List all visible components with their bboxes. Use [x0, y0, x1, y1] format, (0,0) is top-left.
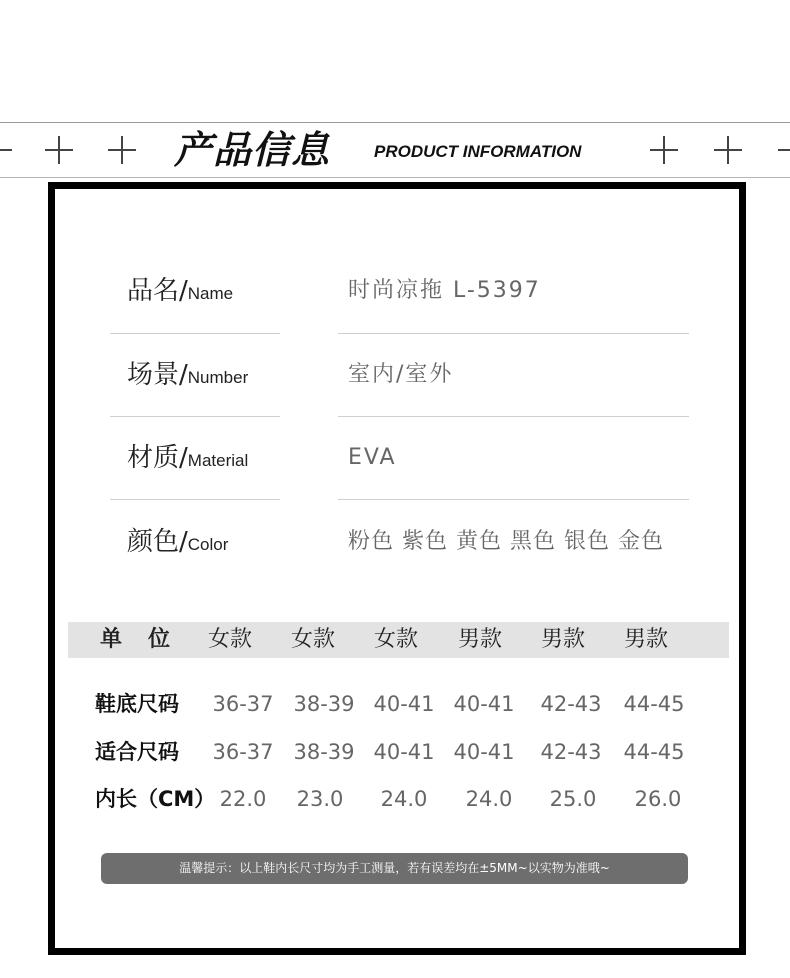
divider	[338, 499, 689, 500]
header-top-line	[0, 122, 790, 123]
info-label-cn: 材质	[127, 443, 180, 473]
divider	[110, 416, 280, 417]
plus-icon	[108, 136, 136, 164]
info-label-en: Number	[187, 368, 249, 387]
info-value: 室内/室外	[348, 362, 454, 387]
info-row-color	[55, 522, 739, 562]
info-label: 材质/Material	[127, 443, 249, 473]
info-value: EVA	[348, 445, 397, 470]
plus-icon	[714, 136, 742, 164]
header-bottom-line	[0, 177, 790, 178]
table-cell: 40-41	[453, 692, 515, 716]
table-row-label: 鞋底尺码	[95, 692, 179, 716]
dash-icon	[778, 149, 790, 151]
table-row-label: 适合尺码	[95, 740, 179, 764]
table-header-cell: 女款	[373, 627, 419, 652]
table-cell: 38-39	[293, 692, 355, 716]
table-cell: 42-43	[540, 692, 602, 716]
table-cell: 38-39	[293, 740, 355, 764]
table-cell: 26.0	[634, 787, 682, 811]
table-cell: 40-41	[453, 740, 515, 764]
info-row-name	[55, 271, 739, 311]
size-table-header	[68, 622, 729, 658]
info-value: 时尚凉拖 L-5397	[348, 278, 541, 303]
table-row	[55, 734, 739, 770]
info-label-en: Material	[187, 451, 249, 470]
table-header-cell: 单位	[100, 627, 197, 652]
table-row	[55, 781, 739, 817]
table-cell: 25.0	[549, 787, 597, 811]
table-cell: 40-41	[373, 692, 435, 716]
table-cell: 24.0	[380, 787, 428, 811]
info-frame	[48, 182, 746, 955]
divider	[110, 499, 280, 500]
info-label-cn: 颜色	[127, 527, 180, 557]
table-cell: 22.0	[219, 787, 267, 811]
table-header-cell: 女款	[290, 627, 336, 652]
table-cell: 44-45	[623, 740, 685, 764]
table-header-cell: 男款	[540, 627, 586, 652]
plus-icon	[45, 136, 73, 164]
table-row	[55, 686, 739, 722]
page-title: 产品信息	[174, 128, 331, 172]
info-label-cn: 场景	[127, 360, 180, 390]
info-label-en: Name	[187, 284, 234, 303]
table-cell: 44-45	[623, 692, 685, 716]
table-header-cell: 男款	[623, 627, 669, 652]
info-label-en: Color	[187, 535, 229, 554]
divider	[110, 333, 280, 334]
table-cell: 36-37	[212, 692, 274, 716]
table-cell: 23.0	[296, 787, 344, 811]
table-header-cell: 男款	[457, 627, 503, 652]
page-subtitle: PRODUCT INFORMATION	[374, 142, 582, 161]
table-cell: 42-43	[540, 740, 602, 764]
table-cell: 24.0	[465, 787, 513, 811]
info-label-cn: 品名	[127, 276, 180, 306]
info-label: 场景/Number	[127, 360, 249, 390]
divider	[338, 416, 689, 417]
divider	[338, 333, 689, 334]
info-row-scene	[55, 355, 739, 395]
info-value: 粉色 紫色 黄色 黑色 银色 金色	[348, 529, 664, 554]
plus-icon	[650, 136, 678, 164]
info-label: 颜色/Color	[127, 527, 229, 557]
table-cell: 36-37	[212, 740, 274, 764]
table-cell: 40-41	[373, 740, 435, 764]
info-label: 品名/Name	[127, 276, 234, 306]
info-row-material	[55, 438, 739, 478]
note-banner: 温馨提示：以上鞋内长尺寸均为手工测量，若有误差均在±5MM~以实物为准哦~	[101, 853, 688, 884]
dash-icon	[0, 149, 12, 151]
table-header-cell: 女款	[207, 627, 253, 652]
table-row-label: 内长（CM）	[95, 787, 216, 811]
